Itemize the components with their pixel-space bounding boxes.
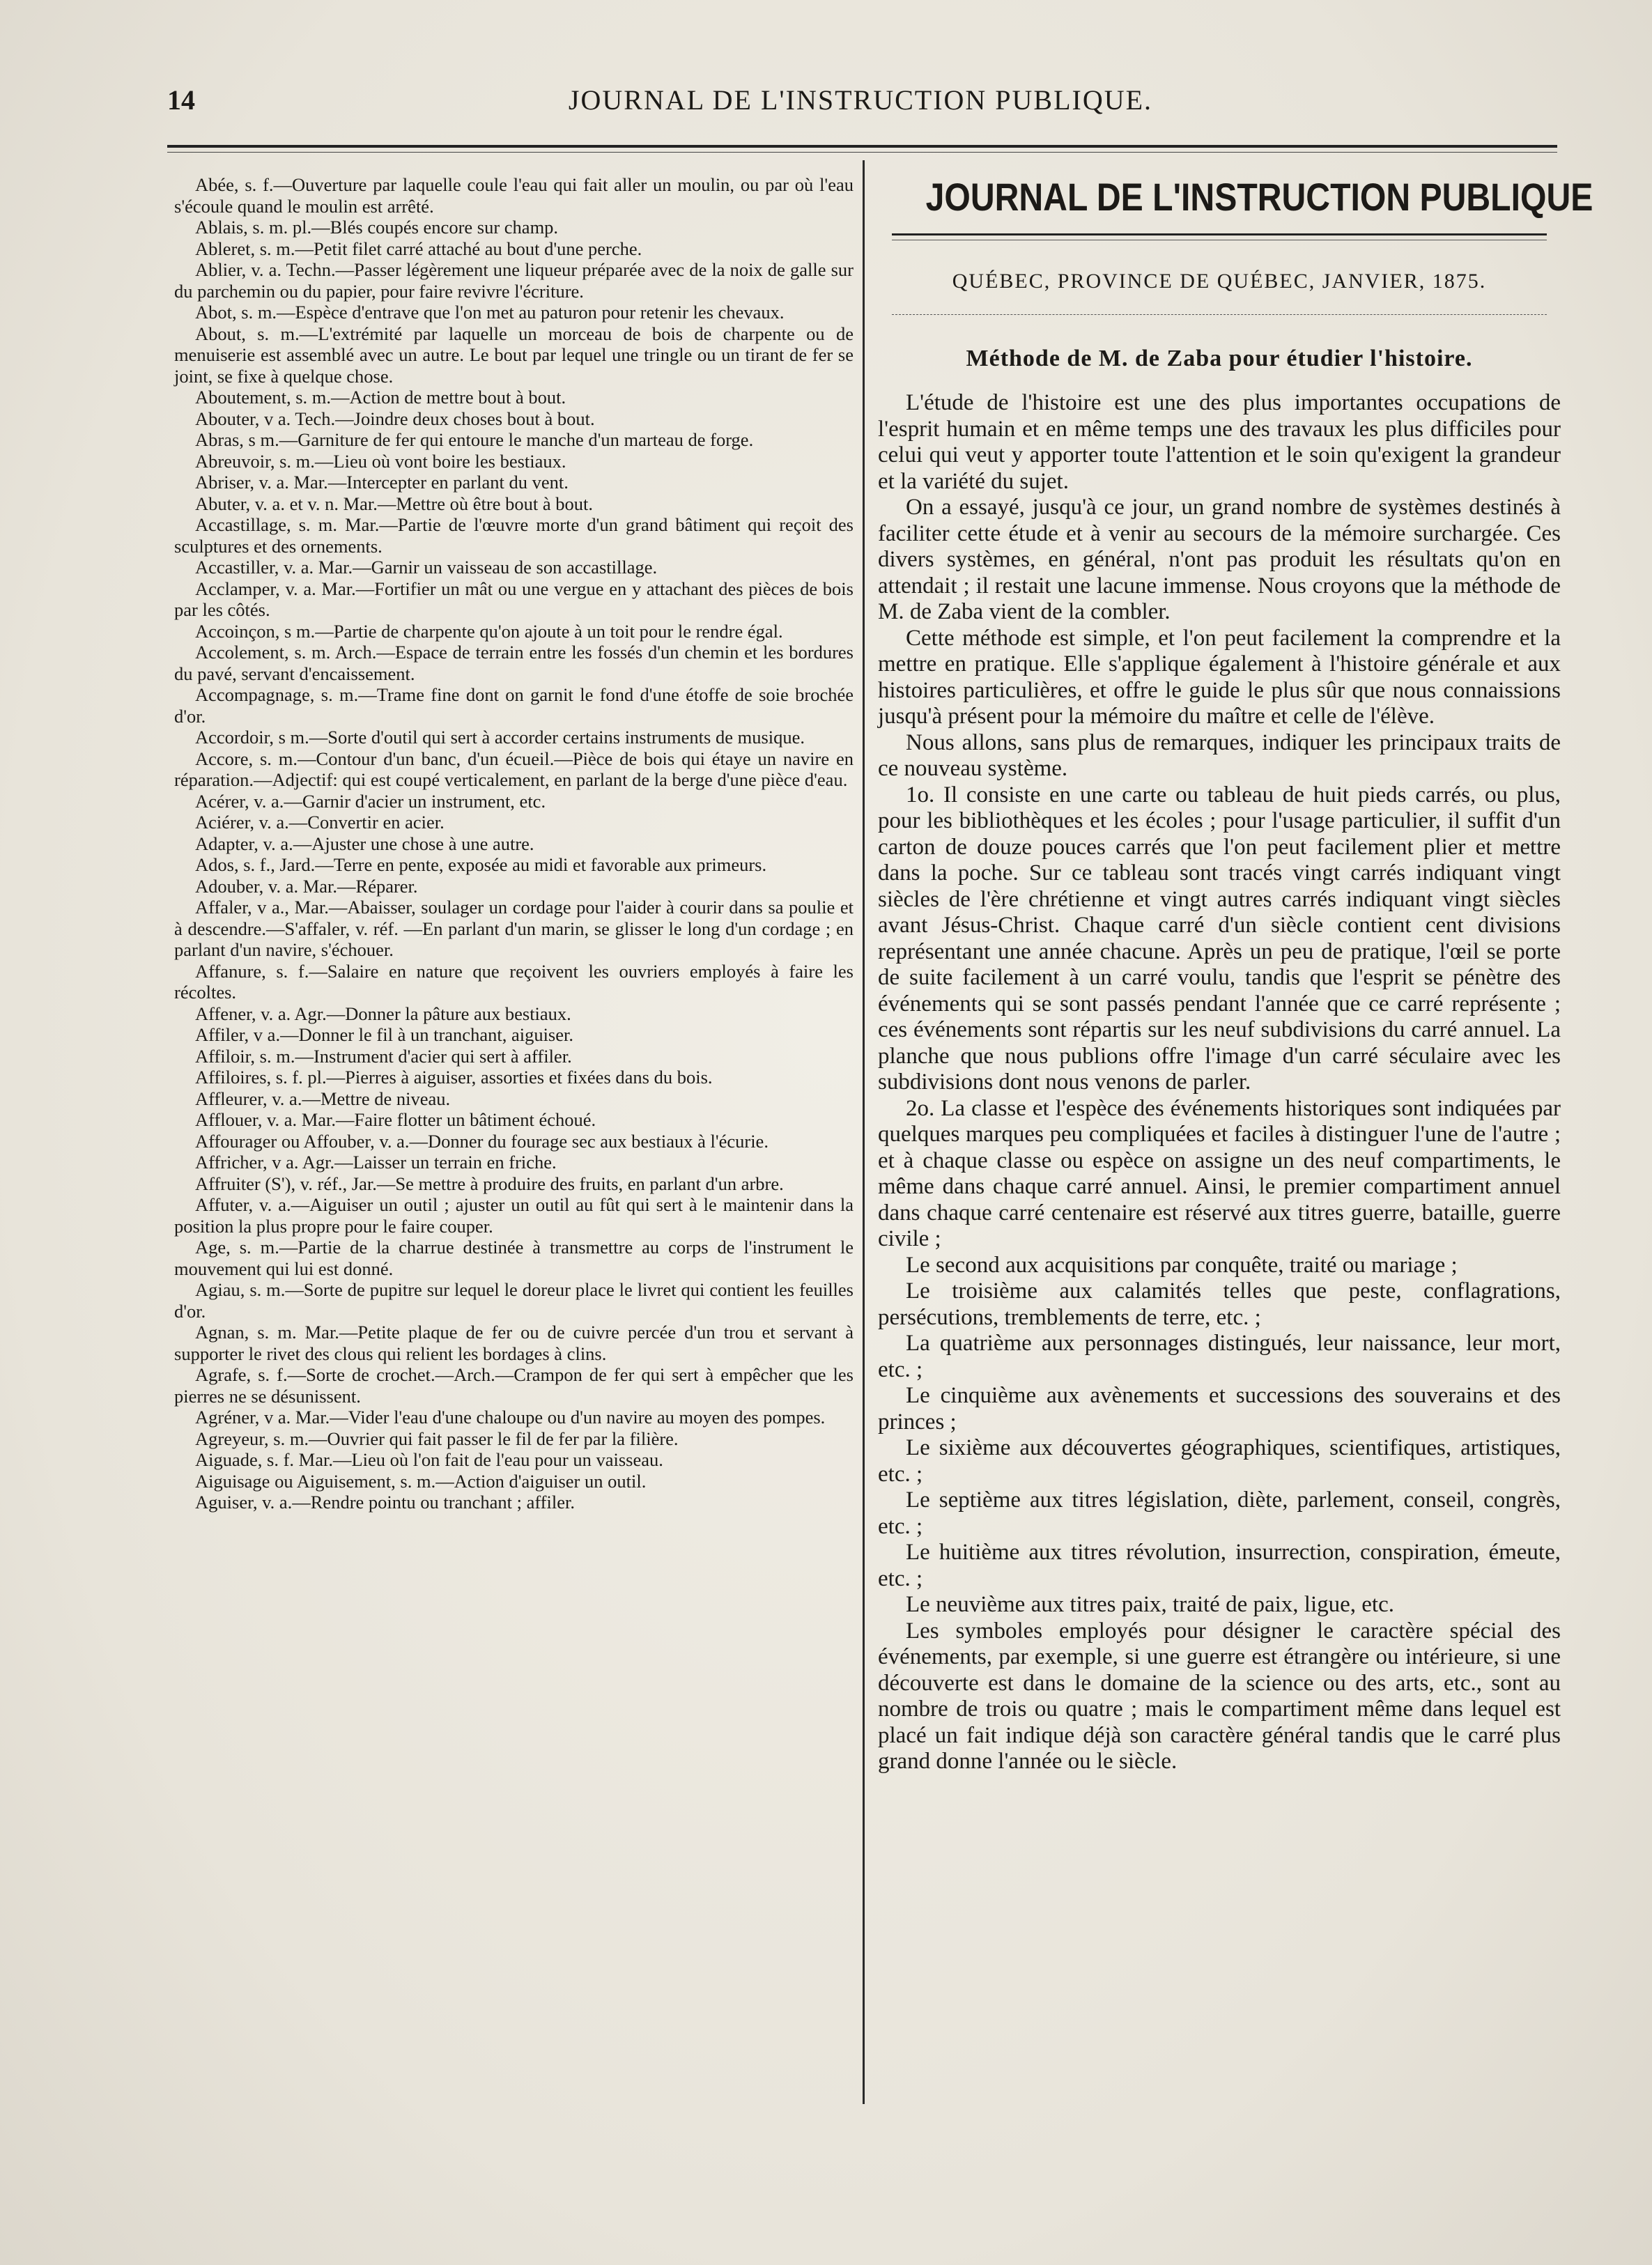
glossary-entry: Adouber, v. a. Mar.—Réparer. — [195, 875, 418, 897]
glossary-entry: Afflouer, v. a. Mar.—Faire flotter un bâtiment échoué. — [195, 1109, 596, 1130]
masthead: JOURNAL DE L'INSTRUCTION PUBLIQUE — [925, 175, 1593, 219]
glossary-entry: Accordoir, s m.—Sorte d'outil qui sert à accorder certains instruments de musique. — [195, 727, 805, 748]
article-paragraph: 2o. La classe et l'espèce des événements historiques sont indiquées par quelques marques peu compliquées et faciles à distinguer l'une de l'autre ; et à chaque classe ou espèce on assigne un des neuf compartiments, le même dans chaque carré annuel. Ainsi, le premier compartiment annuel dans chaque carré centenaire est réservé aux titres guerre, bataille, guerre civile ; — [878, 1095, 1561, 1251]
article-paragraph: Le septième aux titres législation, diète, parlement, conseil, congrès, etc. ; — [878, 1487, 1561, 1539]
glossary-entry: Abuter, v. a. et v. n. Mar.—Mettre où être bout à bout. — [195, 493, 593, 514]
glossary-entry: Accompagnage, s. m.—Trame fine dont on garnit le fond d'une étoffe de soie brochée d'or. — [174, 684, 854, 727]
glossary-entry: Affourager ou Affouber, v. a.—Donner du fourage sec aux bestiaux à l'écurie. — [195, 1130, 769, 1152]
glossary-entry: Adapter, v. a.—Ajuster une chose à une autre. — [195, 833, 534, 854]
glossary-entry: Aguiser, v. a.—Rendre pointu ou tranchant ; affiler. — [195, 1492, 575, 1513]
article-paragraph: Les symboles employés pour désigner le caractère spécial des événements, par exemple, si une guerre est étrangère ou intérieure, si une découverte est dans le domaine de la science ou des arts, etc., sont au nombre de trois ou quatre ; mais le compartiment même dans lequel est placé un fait indique déjà son caractère général tandis que le carré plus grand donne l'année ou le siècle. — [878, 1618, 1561, 1774]
glossary-entry: Accastillage, s. m. Mar.—Partie de l'œuvre morte d'un grand bâtiment qui reçoit des sculptures et des ornements. — [174, 514, 854, 557]
dateline: QUÉBEC, PROVINCE DE QUÉBEC, JANVIER, 1875. — [952, 270, 1487, 293]
glossary-entry: Accore, s. m.—Contour d'un banc, d'un écueil.—Pièce de bois qui étaye un navire en réparation.—Adjectif: qui est coupé verticalement, en parlant de la berge d'une pièce d'eau. — [174, 748, 854, 790]
article-title: Méthode de M. de Zaba pour étudier l'histoire. — [966, 346, 1473, 371]
glossary-entry: Abot, s. m.—Espèce d'entrave que l'on met au paturon pour retenir les chevaux. — [195, 302, 785, 323]
glossary-entry: Ableret, s. m.—Petit filet carré attaché au bout d'une perche. — [195, 238, 642, 259]
masthead-rule — [892, 233, 1547, 235]
glossary-entry: Affleurer, v. a.—Mettre de niveau. — [195, 1088, 451, 1109]
article-paragraph: 1o. Il consiste en une carte ou tableau de huit pieds carrés, ou plus, pour les bibliothèques et les écoles ; pour l'usage particulier, il suffit d'un carton de douze pouces carrés que l'on peut facilement plier et mettre dans la poche. Sur ce tableau sont tracés vingt carrés indiquant vingt siècles de l'ère chrétienne et vingt autres carrés indiquant vingt siècles avant Jésus-Christ. Chaque carré d'un siècle contient cent divisions représentant une année chacune. Après un peu de pratique, l'œil se porte de suite facilement à un carré voulu, tandis que l'esprit se pénètre des événements qui se sont passés pendant l'année que ce carré représente ; ces événements sont répartis sur les neuf subdivisions du carré annuel. La planche que nous publions offre l'image d'un carré séculaire avec les subdivisions dont nous venons de parler. — [878, 782, 1561, 1095]
glossary-entry: Agrafe, s. f.—Sorte de crochet.—Arch.—Crampon de fer qui sert à empêcher que les pierres ne se désunissent. — [174, 1364, 854, 1407]
glossary-entry: Aiguade, s. f. Mar.—Lieu où l'on fait de l'eau pour un vaisseau. — [195, 1449, 663, 1470]
article-paragraph: La quatrième aux personnages distingués, leur naissance, leur mort, etc. ; — [878, 1331, 1561, 1382]
glossary-list — [174, 174, 854, 1513]
column-divider — [863, 160, 865, 2104]
page-number: 14 — [167, 84, 195, 116]
glossary-entry: Accolement, s. m. Arch.—Espace de terrain entre les fossés d'un chemin et les bordures du pavé, servant d'encaissement. — [174, 642, 854, 684]
article-paragraph: Le neuvième aux titres paix, traité de paix, ligue, etc. — [906, 1592, 1394, 1617]
dateline-rule — [892, 314, 1547, 315]
glossary-entry: Affaler, v a., Mar.—Abaisser, soulager un cordage pour l'aider à courir dans sa poulie et à descendre.—S'affaler, v. réf. —En parlant d'un marin, se glisser le long d'un cordage ; en parlant d'un navire, s'échouer. — [174, 897, 854, 960]
glossary-entry: Ados, s. f., Jard.—Terre en pente, exposée au midi et favorable aux primeurs. — [195, 854, 767, 875]
glossary-entry: Ablais, s. m. pl.—Blés coupés encore sur champ. — [195, 217, 559, 238]
header-rule-thin — [167, 152, 1557, 153]
glossary-entry: Aiguisage ou Aiguisement, s. m.—Action d'aiguiser un outil. — [195, 1470, 647, 1492]
article-paragraph: Le troisième aux calamités telles que peste, conflagrations, persécutions, tremblements de terre, etc. ; — [878, 1278, 1561, 1330]
glossary-entry: Abriser, v. a. Mar.—Intercepter en parlant du vent. — [195, 472, 569, 493]
article-paragraph: Nous allons, sans plus de remarques, indiquer les principaux traits de ce nouveau système. — [878, 729, 1561, 781]
glossary-column — [174, 174, 854, 1513]
glossary-entry: Acclamper, v. a. Mar.—Fortifier un mât ou une vergue en y attachant des pièces de bois par les côtés. — [174, 578, 854, 620]
article-paragraph: Le sixième aux découvertes géographiques, scientifiques, artistiques, etc. ; — [878, 1435, 1561, 1487]
article-column — [878, 174, 1593, 1775]
article-paragraph: Cette méthode est simple, et l'on peut facilement la comprendre et la mettre en pratique. Elle s'applique également à l'histoire générale et aux histoires particulières, et offre le guide le plus sûr que nous connaissions jusqu'à présent pour la mémoire du maître et celle de l'élève. — [878, 625, 1561, 729]
glossary-entry: Agiau, s. m.—Sorte de pupitre sur lequel le doreur place le livret qui contient les feuilles d'or. — [174, 1279, 854, 1322]
glossary-entry: Abreuvoir, s. m.—Lieu où vont boire les bestiaux. — [195, 450, 566, 472]
page-header — [160, 77, 1561, 132]
glossary-entry: Aboutement, s. m.—Action de mettre bout à bout. — [195, 387, 566, 408]
glossary-entry: Affiler, v a.—Donner le fil à un tranchant, aiguiser. — [195, 1024, 573, 1045]
glossary-entry: Affiloir, s. m.—Instrument d'acier qui sert à affiler. — [195, 1045, 572, 1067]
glossary-entry: Aciérer, v. a.—Convertir en acier. — [195, 812, 445, 833]
glossary-entry: Abras, s m.—Garniture de fer qui entoure le manche d'un marteau de forge. — [195, 429, 754, 450]
glossary-entry: Ablier, v. a. Techn.—Passer légèrement une liqueur préparée avec de la noix de galle sur du parchemin ou du papier, pour faire revivre l'écriture. — [174, 259, 854, 302]
glossary-entry: Agreyeur, s. m.—Ouvrier qui fait passer le fil de fer par la filière. — [195, 1428, 679, 1449]
article-body — [878, 390, 1561, 1775]
glossary-entry: Agnan, s. m. Mar.—Petite plaque de fer ou de cuivre percée d'un trou et servant à supporter le rivet des clous qui relient les bordages à clins. — [174, 1322, 854, 1364]
glossary-entry: Affruiter (S'), v. réf., Jar.—Se mettre à produire des fruits, en parlant d'un arbre. — [195, 1173, 784, 1194]
glossary-entry: Affuter, v. a.—Aiguiser un outil ; ajuster un outil au fût qui sert à le maintenir dans la position la plus propre pour le faire couper. — [174, 1194, 854, 1237]
article-paragraph: Le cinquième aux avènements et successions des souverains et des princes ; — [878, 1383, 1561, 1435]
glossary-entry: Agréner, v a. Mar.—Vider l'eau d'une chaloupe ou d'un navire au moyen des pompes. — [195, 1407, 826, 1428]
glossary-entry: Accoinçon, s m.—Partie de charpente qu'on ajoute à un toit pour le rendre égal. — [195, 620, 783, 642]
glossary-entry: Age, s. m.—Partie de la charrue destinée à transmettre au corps de l'instrument le mouvement qui lui est donné. — [174, 1237, 854, 1279]
article-paragraph: On a essayé, jusqu'à ce jour, un grand nombre de systèmes destinés à faciliter cette étude et à venir au secours de la mémoire surchargée. Ces divers systèmes, en général, n'ont pas produit les résultats qu'on en attendait ; il restait une lacune immense. Nous croyons que la méthode de M. de Zaba vient de la combler. — [878, 495, 1561, 624]
article-paragraph: Le second aux acquisitions par conquête, traité ou mariage ; — [906, 1252, 1458, 1278]
article-paragraph: Le huitième aux titres révolution, insurrection, conspiration, émeute, etc. ; — [878, 1540, 1561, 1591]
glossary-entry: Affanure, s. f.—Salaire en nature que reçoivent les ouvriers employés à faire les récoltes. — [174, 960, 854, 1003]
glossary-entry: Abée, s. f.—Ouverture par laquelle coule l'eau qui fait aller un moulin, ou par où l'eau s'écoule quand le moulin est arrêté. — [174, 174, 854, 217]
glossary-entry: Accastiller, v. a. Mar.—Garnir un vaisseau de son accastillage. — [195, 557, 658, 578]
glossary-entry: Affiloires, s. f. pl.—Pierres à aiguiser, assorties et fixées dans du bois. — [195, 1067, 713, 1088]
glossary-entry: Affricher, v a. Agr.—Laisser un terrain en friche. — [195, 1152, 557, 1173]
glossary-entry: Affener, v. a. Agr.—Donner la pâture aux bestiaux. — [195, 1003, 571, 1024]
header-rule — [167, 145, 1557, 148]
glossary-entry: Abouter, v a. Tech.—Joindre deux choses bout à bout. — [195, 408, 595, 429]
glossary-entry: Acérer, v. a.—Garnir d'acier un instrument, etc. — [195, 790, 546, 812]
article-paragraph: L'étude de l'histoire est une des plus importantes occupations de l'esprit humain et en même temps une des travaux les plus difficiles pour celui qui veut y apporter toute l'attention et le soin qu'exigent la grandeur et la variété du sujet. — [878, 390, 1561, 494]
running-title: JOURNAL DE L'INSTRUCTION PUBLIQUE. — [568, 84, 1153, 116]
glossary-entry: About, s. m.—L'extrémité par laquelle un morceau de bois de charpente ou de menuiserie est assemblé avec un autre. Le bout par lequel une tringle ou un tirant de fer se joint, se fixe à quelque chose. — [174, 323, 854, 387]
